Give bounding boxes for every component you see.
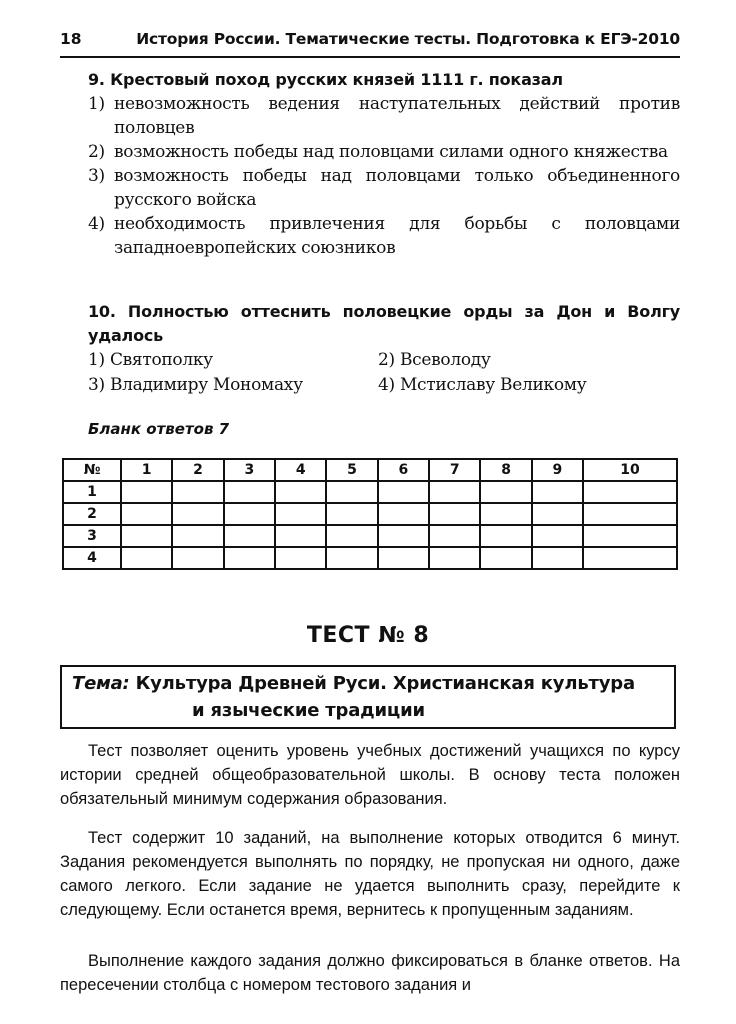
answer-cell[interactable] [532, 481, 583, 503]
column-header: 2 [172, 459, 223, 481]
answer-sheet-header-row [63, 459, 677, 481]
answer-cell[interactable] [378, 503, 429, 525]
option-number: 2) [88, 142, 105, 162]
option-text: возможность победы над половцами силами одного княжества [114, 142, 668, 162]
answer-cell[interactable] [583, 503, 677, 525]
answer-cell[interactable] [480, 503, 531, 525]
table-row [63, 547, 677, 569]
instructions-paragraph: Тест содержит 10 заданий, на выполнение которых отводится 6 минут. Задания рекомендуется выполнять по порядку, не пропуская ни одного, даже самого легкого. Если задание не удается выполнить сразу, перейдите к следующему. Если останется время, вернитесь к пропущенным заданиям. [60, 829, 680, 919]
answer-cell[interactable] [275, 481, 326, 503]
option-number: 3) [88, 166, 105, 186]
answer-cell[interactable] [532, 547, 583, 569]
answer-cell[interactable] [121, 525, 172, 547]
test-title: ТЕСТ № 8 [306, 623, 430, 648]
page-header [60, 30, 680, 54]
question-10-text: 10. Полностью оттеснить половецкие орды за Дон и Волгу удалось [88, 302, 680, 345]
option-text: невозможность ведения наступательных действий против половцев [114, 94, 680, 138]
column-header: 6 [378, 459, 429, 481]
option-number: 4) [88, 214, 105, 234]
table-row [63, 481, 677, 503]
row-header: 1 [63, 481, 121, 503]
column-header: 9 [532, 459, 583, 481]
question-9-option [88, 140, 680, 164]
running-title: История России. Тематические тесты. Подготовка к ЕГЭ-2010 [136, 30, 680, 48]
answer-cell[interactable] [275, 547, 326, 569]
option-text: необходимость привлечения для борьбы с половцами западноевропейских союзников [114, 214, 680, 258]
answer-cell[interactable] [378, 547, 429, 569]
option-number: 1) [88, 94, 105, 114]
topic-line-1 [72, 673, 635, 694]
answer-cell[interactable] [326, 547, 377, 569]
answer-cell[interactable] [480, 525, 531, 547]
row-header: 4 [63, 547, 121, 569]
question-10 [88, 300, 680, 398]
column-header: 10 [583, 459, 677, 481]
header-rule [60, 56, 680, 58]
answer-cell[interactable] [121, 481, 172, 503]
answer-cell[interactable] [532, 525, 583, 547]
answer-cell[interactable] [583, 547, 677, 569]
answer-cell[interactable] [532, 503, 583, 525]
answer-cell[interactable] [326, 503, 377, 525]
column-header: 8 [480, 459, 531, 481]
table-row [63, 525, 677, 547]
answer-cell[interactable] [224, 503, 275, 525]
answer-cell[interactable] [172, 525, 223, 547]
answer-cell[interactable] [326, 525, 377, 547]
answer-cell[interactable] [429, 481, 480, 503]
option-text: возможность победы над половцами только объединенного русского войска [114, 166, 680, 210]
row-header: 3 [63, 525, 121, 547]
topic-text-2: и языческие традиции [192, 700, 425, 721]
question-10-options [88, 348, 680, 398]
answer-cell[interactable] [480, 547, 531, 569]
answer-cell[interactable] [121, 547, 172, 569]
question-10-option: 4) Мстиславу Великому [378, 375, 587, 395]
column-header: 5 [326, 459, 377, 481]
column-header: 1 [121, 459, 172, 481]
page-number: 18 [60, 30, 82, 48]
corner-cell: № [63, 459, 121, 481]
answer-cell[interactable] [172, 481, 223, 503]
topic-box [60, 665, 676, 729]
answer-cell[interactable] [224, 547, 275, 569]
answer-cell[interactable] [275, 525, 326, 547]
answer-cell[interactable] [326, 481, 377, 503]
question-9-option [88, 164, 680, 212]
answer-cell[interactable] [429, 503, 480, 525]
question-9-text: 9. Крестовый поход русских князей 1111 г. показал [88, 70, 563, 89]
answer-cell[interactable] [121, 503, 172, 525]
column-header: 7 [429, 459, 480, 481]
answer-cell[interactable] [275, 503, 326, 525]
answer-cell[interactable] [480, 481, 531, 503]
answer-instructions-paragraph: Выполнение каждого задания должно фиксироваться в бланке ответов. На пересечении столбца с номером тестового задания и [60, 952, 680, 994]
column-header: 3 [224, 459, 275, 481]
answer-cell[interactable] [224, 481, 275, 503]
answer-cell[interactable] [172, 547, 223, 569]
answer-cell[interactable] [583, 481, 677, 503]
question-9 [88, 68, 680, 260]
answer-sheet-table [62, 458, 678, 570]
answer-cell[interactable] [378, 481, 429, 503]
answer-cell[interactable] [583, 525, 677, 547]
topic-text-1: Культура Древней Руси. Христианская культура [135, 673, 635, 694]
question-9-option [88, 212, 680, 260]
answer-cell[interactable] [224, 525, 275, 547]
answer-cell[interactable] [429, 547, 480, 569]
answer-sheet-title: Бланк ответов 7 [88, 420, 230, 438]
question-10-option: 1) Святополку [88, 350, 213, 370]
row-header: 2 [63, 503, 121, 525]
question-9-option [88, 92, 680, 140]
answer-cell[interactable] [172, 503, 223, 525]
answer-cell[interactable] [378, 525, 429, 547]
question-10-option: 2) Всеволоду [378, 350, 491, 370]
intro-paragraph: Тест позволяет оценить уровень учебных достижений учащихся по курсу истории средней общеобразовательной школы. В основу теста положен обязательный минимум содержания образования. [60, 742, 680, 808]
topic-label: Тема: [72, 673, 130, 694]
column-header: 4 [275, 459, 326, 481]
table-row [63, 503, 677, 525]
question-10-option: 3) Владимиру Мономаху [88, 375, 303, 395]
answer-cell[interactable] [429, 525, 480, 547]
